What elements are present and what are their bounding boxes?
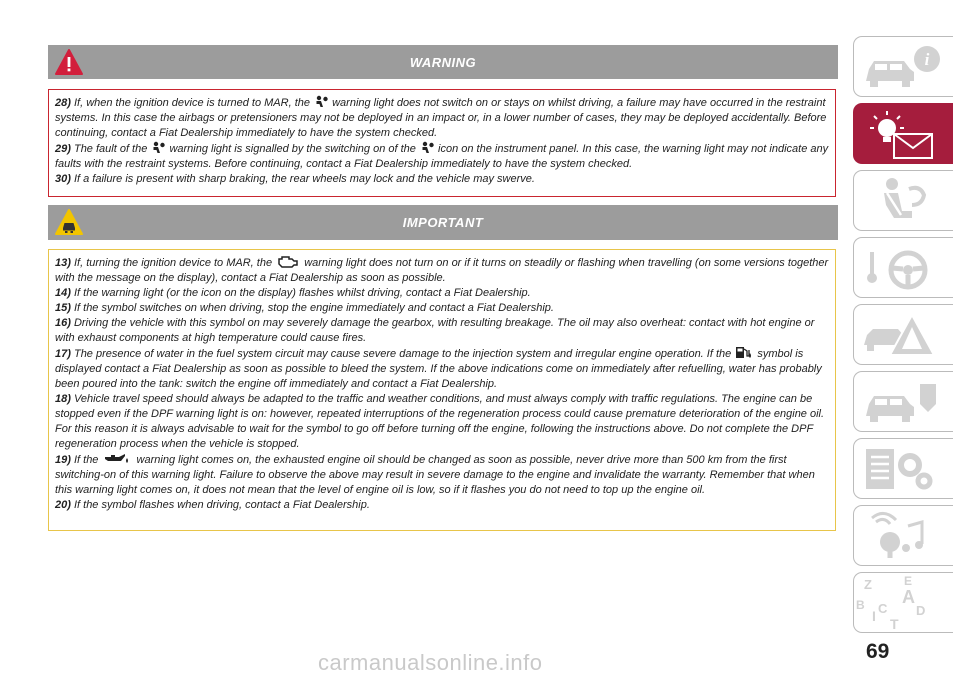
tab-index[interactable]	[853, 572, 953, 633]
warning-light-message-icon	[854, 104, 954, 165]
svg-text:T: T	[890, 616, 899, 632]
car-caution-icon	[54, 208, 84, 236]
engine-oil-change-icon	[103, 452, 133, 465]
important-item-13: 13) If, turning the ignition device to MAR, the warning light does not turn on or if it turns on steadily or flashing when travelling (on some versions together with the message on the display), contact a Fiat Dealership as soon as possible.	[55, 257, 829, 284]
svg-text:B: B	[856, 598, 865, 612]
svg-text:C: C	[878, 601, 888, 616]
warning-title: WARNING	[409, 54, 477, 70]
warning-item-28: 28) If, when the ignition device is turned to MAR, the warning light does not switch on or stays on whilst driving, a failure may have occurred in the restraint systems. In this case the airbags or pretensioners may not be deployed in an impact or, in a lower number of cases, they may be deployed accidentally. Before continuing, contact a Fiat Dealership immediately to have the system checked.	[55, 97, 827, 139]
warning-triangle-icon	[54, 48, 84, 76]
warning-item-29: 29) The fault of the warning light is signalled by the switching on of the icon on the instrument panel. In this case, the warning light may not indicate any faults with the restraint systems. Before continuing, contact a Fiat Dealership immediately to have the system checked.	[55, 143, 829, 170]
warning-header	[48, 45, 838, 79]
steering-wheel-icon	[854, 238, 954, 299]
important-item-20: 20) If the symbol flashes when driving, contact a Fiat Dealership.	[55, 499, 370, 511]
watermark: carmanualsonline.info	[318, 650, 543, 675]
svg-text:A: A	[902, 587, 915, 607]
svg-text:I: I	[872, 608, 876, 624]
tab-car-info[interactable]	[853, 36, 953, 97]
alphabetical-index-icon	[854, 573, 954, 634]
important-title: IMPORTANT	[402, 215, 484, 230]
page-number: 69	[866, 640, 890, 663]
important-item-17: 17) The presence of water in the fuel system circuit may cause severe damage to the injection system and irregular engine operation. If the symbol is displayed contact a Fiat Dealership as soon as possible to bleed the system. If the above indications come on immediately after refuelling, water has probably been poured into the tank: switch the engine off immediately and contact a Fiat Dealership.	[55, 348, 822, 390]
tab-emergency[interactable]	[853, 304, 953, 365]
car-info-icon	[854, 37, 954, 98]
water-in-fuel-icon	[735, 346, 753, 359]
important-item-18: 18) Vehicle travel speed should always be adapted to the traffic and weather conditions, and must always comply with traffic regulations. The engine can be stopped even if the DPF warning light is on: however, repeated interruptions of the regeneration process could cause premature deterioration of the engine oil. For this reason it is always advisable to wait for the symbol to go off before turning off the engine, following the instructions above. Do not complete the DPF regeneration process when the vehicle is stopped.	[55, 393, 825, 450]
airbag-fault-icon	[420, 141, 434, 154]
tab-warning-lights[interactable]	[853, 103, 953, 164]
important-header	[48, 205, 838, 240]
engine-warning-icon	[276, 255, 300, 268]
airbag-warning-icon	[151, 141, 165, 154]
important-item-15: 15) If the symbol switches on when driving, stop the engine immediately and contact a Fiat Dealership.	[55, 302, 554, 314]
important-item-16: 16) Driving the vehicle with this symbol on may severely damage the gearbox, with resulting breakage. The oil may also overheat: contact with hot engine or with exhaust components at high temperature could cause fires.	[55, 317, 815, 344]
tab-maintenance[interactable]	[853, 371, 953, 432]
tab-safety[interactable]	[853, 170, 953, 231]
important-box	[48, 249, 836, 531]
car-emergency-icon	[854, 305, 954, 366]
technical-data-icon	[854, 439, 954, 500]
tab-starting-driving[interactable]	[853, 237, 953, 298]
svg-text:Z: Z	[864, 577, 872, 592]
warning-box	[48, 89, 836, 197]
svg-text:E: E	[904, 574, 913, 588]
seat-safety-icon	[854, 171, 954, 232]
multimedia-icon	[854, 506, 954, 567]
svg-text:i: i	[924, 50, 930, 69]
tab-multimedia[interactable]	[853, 505, 953, 566]
warning-item-30: 30) If a failure is present with sharp braking, the rear wheels may lock and the vehicle may swerve.	[55, 173, 535, 185]
important-item-19: 19) If the warning light comes on, the exhausted engine oil should be changed as soon as possible, never drive more than 500 km from the first switching-on of this warning light. Failure to observe the above may result in severe damage to the engine and invalidate the warranty. Remember that when this warning light comes on, it does not mean that the level of engine oil is low, so if it flashes you do not need to top up the engine oil.	[55, 454, 815, 496]
tab-technical-data[interactable]	[853, 438, 953, 499]
airbag-warning-icon	[314, 95, 328, 108]
important-item-14: 14) If the warning light (or the icon on the display) flashes whilst driving, contact a Fiat Dealership.	[55, 287, 531, 299]
car-maintenance-icon	[854, 372, 954, 433]
svg-text:D: D	[916, 603, 926, 618]
